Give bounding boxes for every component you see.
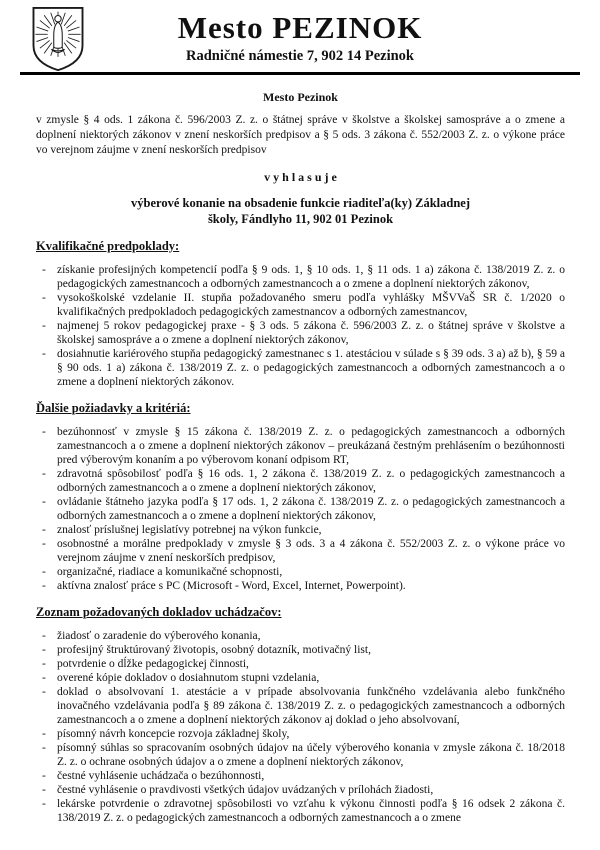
section-heading-qualification: Kvalifikačné predpoklady:	[36, 239, 180, 253]
vacancy-title	[36, 196, 565, 227]
list-item: - čestné vyhlásenie uchádzača o bezúhonnosti,	[57, 769, 565, 783]
list-item: - čestné vyhlásenie o pravdivosti všetkých údajov uvádzaných v prílohách žiadosti,	[57, 783, 565, 797]
list-item: - ovládanie štátneho jazyka podľa § 17 ods. 1, 2 zákona č. 138/2019 Z. z. o pedagogických zamestnancoch a odborných zamestnancoch a o zmene a doplnení niektorých zákonov,	[57, 495, 565, 523]
section-qualification-requirements	[36, 239, 565, 389]
list-item: - organizačné, riadiace a komunikačné schopnosti,	[57, 565, 565, 579]
announce-word: v y h l a s u j e	[264, 170, 337, 184]
city-title: Mesto PEZINOK	[177, 10, 423, 45]
document-body	[0, 90, 600, 825]
section-required-documents	[36, 605, 565, 825]
list-item: - najmenej 5 rokov pedagogickej praxe - § 3 ods. 5 zákona č. 596/2003 Z. z. o štátnej správe v školstve a školskej samospráve a o zmene a doplnení niektorých zákonov,	[57, 319, 565, 347]
section-other-requirements	[36, 401, 565, 593]
vacancy-title-line-2: školy, Fándlyho 11, 902 01 Pezinok	[207, 211, 394, 226]
section-heading-other-requirements: Ďalšie požiadavky a kritériá:	[36, 401, 191, 415]
vacancy-title-line-1: výberové konanie na obsadenie funkcie riaditeľa(ky) Základnej	[131, 196, 470, 210]
qualification-requirements-list	[36, 263, 565, 389]
city-address: Radničné námestie 7, 902 14 Pezinok	[186, 48, 414, 64]
list-item: - žiadosť o zaradenie do výberového konania,	[57, 629, 565, 643]
list-item: - získanie profesijných kompetencií podľa § 9 ods. 1, § 10 ods. 1, § 11 ods. 1 a) zákona č. 138/2019 Z. z. o pedagogických zamestnancoch a odborných zamestnancoch a o zmene a doplnení niektorých zákonov,	[57, 263, 565, 291]
list-item: - osobnostné a morálne predpoklady v zmysle § 3 ods. 3 a 4 zákona č. 552/2003 Z. z. o výkone práce vo verejnom záujme v znení neskorších predpisov,	[57, 537, 565, 565]
header-divider	[20, 72, 580, 75]
list-item: - dosiahnutie kariérového stupňa pedagogický zamestnanec s 1. atestáciou v súlade s § 39 ods. 3 a) až b), § 59 a § 90 ods. 1 a) zákona č. 138/2019 Z. z. o pedagogických zamestnancoch a odborných zamestnancoch a o zmene a doplnení niektorých zákonov.	[57, 347, 565, 389]
list-item: - znalosť príslušnej legislatívy potrebnej na výkon funkcie,	[57, 523, 565, 537]
list-item: - potvrdenie o dĺžke pedagogickej činnosti,	[57, 657, 565, 671]
list-item: - aktívna znalosť práce s PC (Microsoft - Word, Excel, Internet, Powerpoint).	[57, 579, 565, 593]
list-item: - písomný návrh koncepcie rozvoja základnej školy,	[57, 727, 565, 741]
list-item: - písomný súhlas so spracovaním osobných údajov na účely výberového konania v zmysle zákona č. 18/2018 Z. z. o ochrane osobných údajov a o zmene a doplnení niektorých zákonov,	[57, 741, 565, 769]
legal-basis-paragraph: v zmysle § 4 ods. 1 zákona č. 596/2003 Z. z. o štátnej správe v školstve a školskej samospráve a o zmene a doplnení niektorých zákonov v znení neskorších predpisov a § 5 ods. 3 zákona č. 552/2003 Z. z. o výkone práce vo verejnom záujme v znení neskorších predpisov	[36, 114, 565, 156]
pezinok-coat-of-arms-icon	[28, 6, 88, 72]
list-item: - overené kópie dokladov o dosiahnutom stupni vzdelania,	[57, 671, 565, 685]
list-item: - lekárske potvrdenie o zdravotnej spôsobilosti vo vzťahu k výkonu činnosti podľa § 16 odsek 2 zákona č. 138/2019 Z. z. o pedagogických zamestnancoch a odborných zamestnancoch a o zmene	[57, 797, 565, 825]
issuer-name: Mesto Pezinok	[263, 90, 338, 104]
required-documents-list	[36, 629, 565, 825]
list-item: - vysokoškolské vzdelanie II. stupňa požadovaného smeru podľa vyhlášky MŠVVaŠ SR č. 1/2020 o kvalifikačných predpokladoch pedagogických zamestnancov a odborných zamestnancov,	[57, 291, 565, 319]
section-heading-required-documents: Zoznam požadovaných dokladov uchádzačov:	[36, 605, 282, 619]
list-item: - zdravotná spôsobilosť podľa § 16 ods. 1, 2 zákona č. 138/2019 Z. z. o pedagogických zamestnancoch a odborných zamestnancoch a o zmene a doplnení niektorých zákonov,	[57, 467, 565, 495]
list-item: - doklad o absolvovaní 1. atestácie a v prípade absolvovania funkčného vzdelávania alebo funkčného inovačného vzdelávania podľa § 89 zákona č. 138/2019 Z. z. o pedagogických zamestnancoch a odborných zamestnancoch a o zmene a doplnení niektorých zákonov aj doklad o jeho absolvovaní,	[57, 685, 565, 727]
list-item: - bezúhonnosť v zmysle § 15 zákona č. 138/2019 Z. z. o pedagogických zamestnancoch a odborných zamestnancoch a o zmene a doplnení niektorých zákonov – preukázaná čestným prehlásením o bezúhonnosti pred výberovým konaním a po výberovom konaní odpisom RT,	[57, 425, 565, 467]
other-requirements-list	[36, 425, 565, 593]
document-header	[0, 0, 600, 72]
header-text-block	[0, 0, 600, 64]
list-item: - profesijný štruktúrovaný životopis, osobný dotazník, motivačný list,	[57, 643, 565, 657]
